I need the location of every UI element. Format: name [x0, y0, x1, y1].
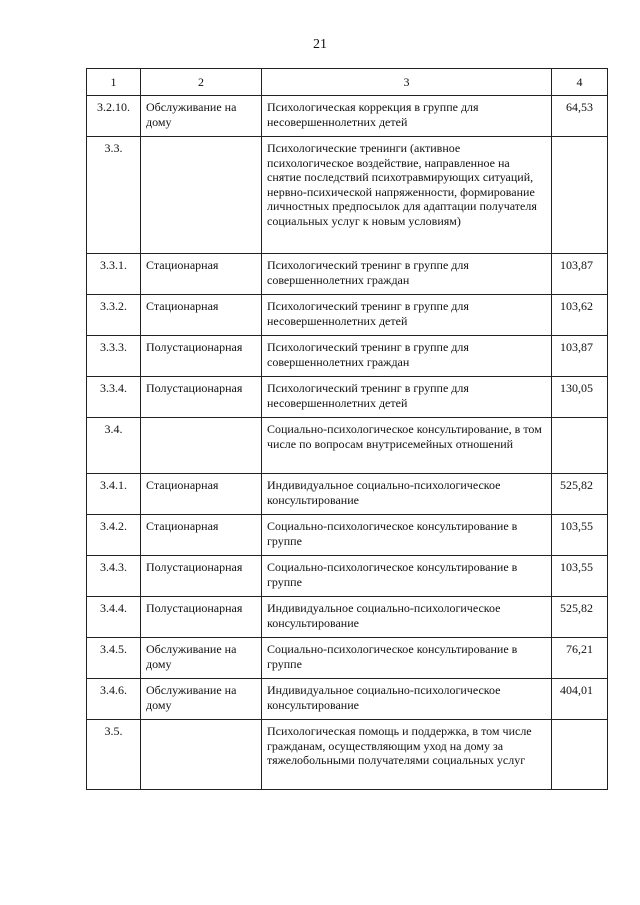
row-price: 103,55 [552, 515, 608, 556]
row-price: 103,62 [552, 295, 608, 336]
table-row [87, 137, 608, 254]
table-row [87, 96, 608, 137]
header-cell-1: 1 [87, 69, 141, 96]
row-service: Психологический тренинг в группе для несовершеннолетних детей [262, 377, 552, 418]
row-service: Психологический тренинг в группе для совершеннолетних граждан [262, 336, 552, 377]
row-form: Обслуживание на дому [141, 96, 262, 137]
table-row [87, 679, 608, 720]
row-code: 3.4.4. [87, 597, 141, 638]
services-table [86, 68, 608, 790]
row-code: 3.3.3. [87, 336, 141, 377]
header-cell-4: 4 [552, 69, 608, 96]
row-service: Психологические тренинги (активное психологическое воздействие, направленное на снятие последствий психотравмирующих ситуаций, нервно-психической напряженности, формирование личностных предпосылок для адаптации получателя социальных услуг к новым условиям) [262, 137, 552, 254]
row-service: Социально-психологическое консультирование в группе [262, 515, 552, 556]
row-form: Полустационарная [141, 336, 262, 377]
row-code: 3.2.10. [87, 96, 141, 137]
table-row [87, 597, 608, 638]
row-code: 3.4.1. [87, 474, 141, 515]
row-form: Полустационарная [141, 597, 262, 638]
row-code: 3.3.2. [87, 295, 141, 336]
row-code: 3.3. [87, 137, 141, 254]
row-code: 3.4.3. [87, 556, 141, 597]
table-row [87, 295, 608, 336]
row-form: Стационарная [141, 295, 262, 336]
row-service: Психологическая помощь и поддержка, в том числе гражданам, осуществляющим уход на дому за тяжелобольными получателями социальных услуг [262, 720, 552, 790]
row-price: 130,05 [552, 377, 608, 418]
row-form: Стационарная [141, 254, 262, 295]
row-form: Обслуживание на дому [141, 679, 262, 720]
row-service: Психологический тренинг в группе для совершеннолетних граждан [262, 254, 552, 295]
row-code: 3.3.1. [87, 254, 141, 295]
row-price [552, 720, 608, 790]
table-row [87, 254, 608, 295]
row-form: Стационарная [141, 515, 262, 556]
row-code: 3.4. [87, 418, 141, 474]
row-service: Индивидуальное социально-психологическое консультирование [262, 597, 552, 638]
header-cell-3: 3 [262, 69, 552, 96]
header-cell-2: 2 [141, 69, 262, 96]
row-form [141, 720, 262, 790]
row-price: 76,21 [552, 638, 608, 679]
row-service: Индивидуальное социально-психологическое консультирование [262, 474, 552, 515]
row-price: 103,87 [552, 336, 608, 377]
row-code: 3.4.2. [87, 515, 141, 556]
table-row [87, 377, 608, 418]
row-code: 3.5. [87, 720, 141, 790]
row-price: 525,82 [552, 474, 608, 515]
row-code: 3.3.4. [87, 377, 141, 418]
row-service: Социально-психологическое консультирование в группе [262, 638, 552, 679]
row-form [141, 137, 262, 254]
page-number: 21 [313, 37, 327, 52]
table-row [87, 515, 608, 556]
row-form: Полустационарная [141, 377, 262, 418]
row-price: 103,55 [552, 556, 608, 597]
row-price: 64,53 [552, 96, 608, 137]
row-service: Социально-психологическое консультирование, в том числе по вопросам внутрисемейных отношений [262, 418, 552, 474]
row-service: Психологический тренинг в группе для несовершеннолетних детей [262, 295, 552, 336]
table-row [87, 474, 608, 515]
row-price: 404,01 [552, 679, 608, 720]
table-row [87, 556, 608, 597]
row-form: Обслуживание на дому [141, 638, 262, 679]
table-header-row [87, 69, 608, 96]
row-code: 3.4.5. [87, 638, 141, 679]
row-service: Индивидуальное социально-психологическое консультирование [262, 679, 552, 720]
row-price: 103,87 [552, 254, 608, 295]
table-row [87, 638, 608, 679]
row-form: Полустационарная [141, 556, 262, 597]
row-price [552, 137, 608, 254]
row-service: Психологическая коррекция в группе для несовершеннолетних детей [262, 96, 552, 137]
row-form [141, 418, 262, 474]
table-row [87, 336, 608, 377]
row-price [552, 418, 608, 474]
row-service: Социально-психологическое консультирование в группе [262, 556, 552, 597]
table-row [87, 720, 608, 790]
row-form: Стационарная [141, 474, 262, 515]
row-code: 3.4.6. [87, 679, 141, 720]
table-row [87, 418, 608, 474]
row-price: 525,82 [552, 597, 608, 638]
